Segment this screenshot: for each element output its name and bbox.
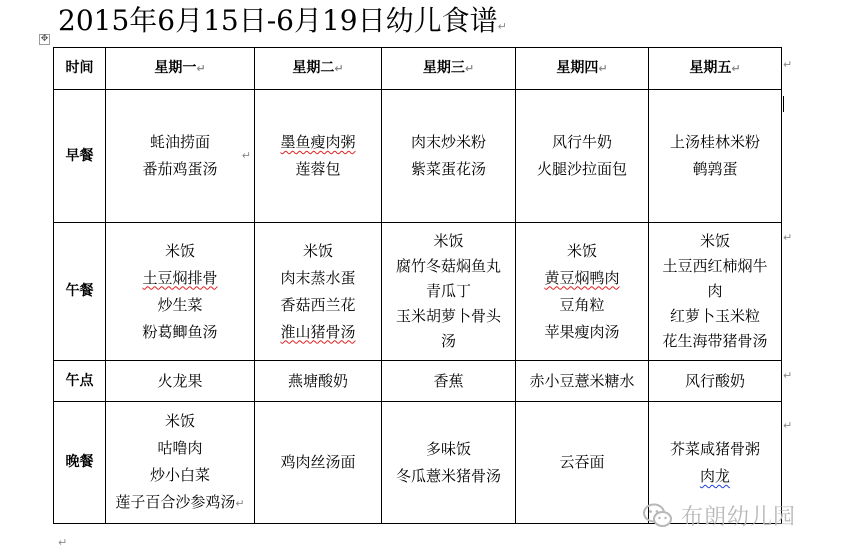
day-header-tue[interactable] <box>255 48 382 90</box>
dish <box>649 463 781 490</box>
menu-cell[interactable] <box>255 402 382 524</box>
dish: 风行酸奶 <box>684 371 745 390</box>
dish: 赤小豆薏米糖水 <box>529 371 635 390</box>
menu-cell[interactable] <box>382 361 516 402</box>
dish <box>106 265 254 292</box>
dish-text: 墨鱼瘦肉粥 <box>280 133 356 151</box>
dish: 米饭 <box>566 241 597 260</box>
dish: 花生海带猪骨汤 <box>662 332 768 350</box>
dish: 香菇西兰花 <box>280 295 356 314</box>
dish: 红萝卜玉米粒 <box>669 307 760 325</box>
meal-label-cell[interactable] <box>54 223 106 361</box>
paragraph-mark: ↵ <box>235 497 245 510</box>
cell-end-mark: ↵ <box>598 62 608 75</box>
day-label: 星期三 <box>422 60 465 76</box>
day-header-fri[interactable] <box>649 48 782 90</box>
meal-label-cell[interactable] <box>54 361 106 402</box>
menu-cell[interactable] <box>516 361 649 402</box>
dish: 莲蓉包 <box>295 160 341 178</box>
corner-header: 时间 <box>65 60 94 76</box>
dish: 紫菜蛋花汤 <box>410 160 486 178</box>
dish <box>255 129 381 156</box>
menu-cell[interactable] <box>382 402 516 524</box>
meal-label: 晚餐 <box>65 454 94 470</box>
menu-cell[interactable] <box>382 90 516 223</box>
dish-text: 肉龙 <box>699 467 730 485</box>
dish: 米饭 <box>164 241 195 260</box>
day-label: 星期一 <box>154 60 197 76</box>
table-move-handle-icon[interactable]: ✥ <box>40 34 49 44</box>
day-label: 星期二 <box>292 60 335 76</box>
dish: 肉 <box>707 282 723 300</box>
menu-cell[interactable] <box>255 90 382 223</box>
dish: 米饭 <box>699 232 730 250</box>
day-label: 星期五 <box>689 60 732 76</box>
dish: 青瓜丁 <box>425 282 471 300</box>
cell-end-mark: ↵ <box>241 149 251 162</box>
row-end-mark: ↵ <box>783 58 793 71</box>
meal-label-cell[interactable] <box>54 402 106 524</box>
menu-cell[interactable] <box>106 223 255 361</box>
day-header-thu[interactable] <box>516 48 649 90</box>
dish <box>255 319 381 346</box>
dish: 蚝油捞面 <box>149 133 210 151</box>
dish: 土豆西红柿焖牛 <box>662 257 768 275</box>
menu-cell[interactable] <box>106 402 255 524</box>
cell-end-mark: ↵ <box>464 62 475 75</box>
day-label: 星期四 <box>556 60 599 76</box>
menu-cell[interactable] <box>106 361 255 402</box>
row-end-mark: ↵ <box>783 369 793 382</box>
dish: 米饭 <box>164 412 195 430</box>
dish: 炒小白菜 <box>149 466 210 484</box>
meal-label: 午餐 <box>65 283 94 299</box>
text-cursor <box>783 96 784 112</box>
dish: 玉米胡萝卜骨头 <box>395 307 501 325</box>
dish: 云吞面 <box>559 453 605 471</box>
dish: 冬瓜薏米猪骨汤 <box>395 466 501 485</box>
dish: 番茄鸡蛋汤 <box>142 160 218 178</box>
document-title <box>58 2 507 46</box>
table-header-row <box>54 48 782 90</box>
dish: 上汤桂林米粉 <box>669 133 760 151</box>
dish: 肉末炒米粉 <box>410 133 486 151</box>
dish: 粉葛鲫鱼汤 <box>142 322 218 341</box>
wechat-icon <box>643 503 673 529</box>
dish: 香蕉 <box>433 371 464 390</box>
dish: 鹌鹑蛋 <box>692 160 738 178</box>
menu-cell[interactable] <box>649 223 782 361</box>
meal-label-cell[interactable] <box>54 90 106 223</box>
dish: 燕塘酸奶 <box>287 371 348 390</box>
dish: 风行牛奶 <box>551 133 612 151</box>
dish: 鸡肉丝汤面 <box>280 453 356 471</box>
menu-cell[interactable] <box>649 361 782 402</box>
dish: 火龙果 <box>157 371 203 390</box>
meal-label: 午点 <box>65 372 94 389</box>
dish: 米饭 <box>302 241 333 260</box>
dish: 腐竹冬菇焖鱼丸 <box>395 257 501 275</box>
menu-cell[interactable] <box>649 90 782 223</box>
menu-cell[interactable] <box>516 90 649 223</box>
paragraph-mark: ↵ <box>58 536 68 549</box>
menu-cell[interactable] <box>516 402 649 524</box>
dish-text: 黄豆焖鸭肉 <box>544 268 620 287</box>
dish: 火腿沙拉面包 <box>536 160 627 178</box>
cell-end-mark: ↵ <box>196 62 206 75</box>
dish-text: 土豆焖排骨 <box>142 268 218 287</box>
dish: 芥菜咸猪骨粥 <box>669 440 760 458</box>
dish <box>516 265 648 292</box>
table-row-lunch <box>54 223 782 361</box>
dish: 米饭 <box>433 232 464 250</box>
dish: 豆角粒 <box>559 295 605 314</box>
menu-cell[interactable] <box>255 223 382 361</box>
watermark <box>643 500 796 531</box>
dish-text: 莲子百合沙参鸡汤 <box>115 493 236 511</box>
dish: 苹果瘦肉汤 <box>544 322 620 341</box>
day-header-wed[interactable] <box>382 48 516 90</box>
dish: 炒生菜 <box>157 295 203 314</box>
menu-cell[interactable] <box>382 223 516 361</box>
dish: 多味饭 <box>425 439 471 458</box>
document-title-text: 2015年6月15日-6月19日幼儿食谱 <box>58 4 498 37</box>
menu-cell[interactable] <box>106 90 255 223</box>
dish: 汤 <box>440 332 456 350</box>
table-row-breakfast <box>54 90 782 223</box>
row-end-mark: ↵ <box>783 231 793 244</box>
row-end-mark: ↵ <box>783 419 793 432</box>
menu-cell[interactable] <box>255 361 382 402</box>
dish: 肉末蒸水蛋 <box>280 268 356 287</box>
dish <box>106 489 254 517</box>
table-row-snack <box>54 361 782 402</box>
watermark-text: 布朗幼儿园 <box>681 505 797 530</box>
menu-table <box>53 47 782 524</box>
corner-header-cell[interactable] <box>54 48 106 90</box>
cell-end-mark: ↵ <box>731 62 741 75</box>
dish: 咕噜肉 <box>157 439 203 457</box>
paragraph-mark: ↵ <box>497 20 507 33</box>
menu-cell[interactable] <box>516 223 649 361</box>
cell-end-mark: ↵ <box>334 62 344 75</box>
dish-text: 淮山猪骨汤 <box>280 322 356 341</box>
meal-label: 早餐 <box>65 147 94 164</box>
day-header-mon[interactable] <box>106 48 255 90</box>
